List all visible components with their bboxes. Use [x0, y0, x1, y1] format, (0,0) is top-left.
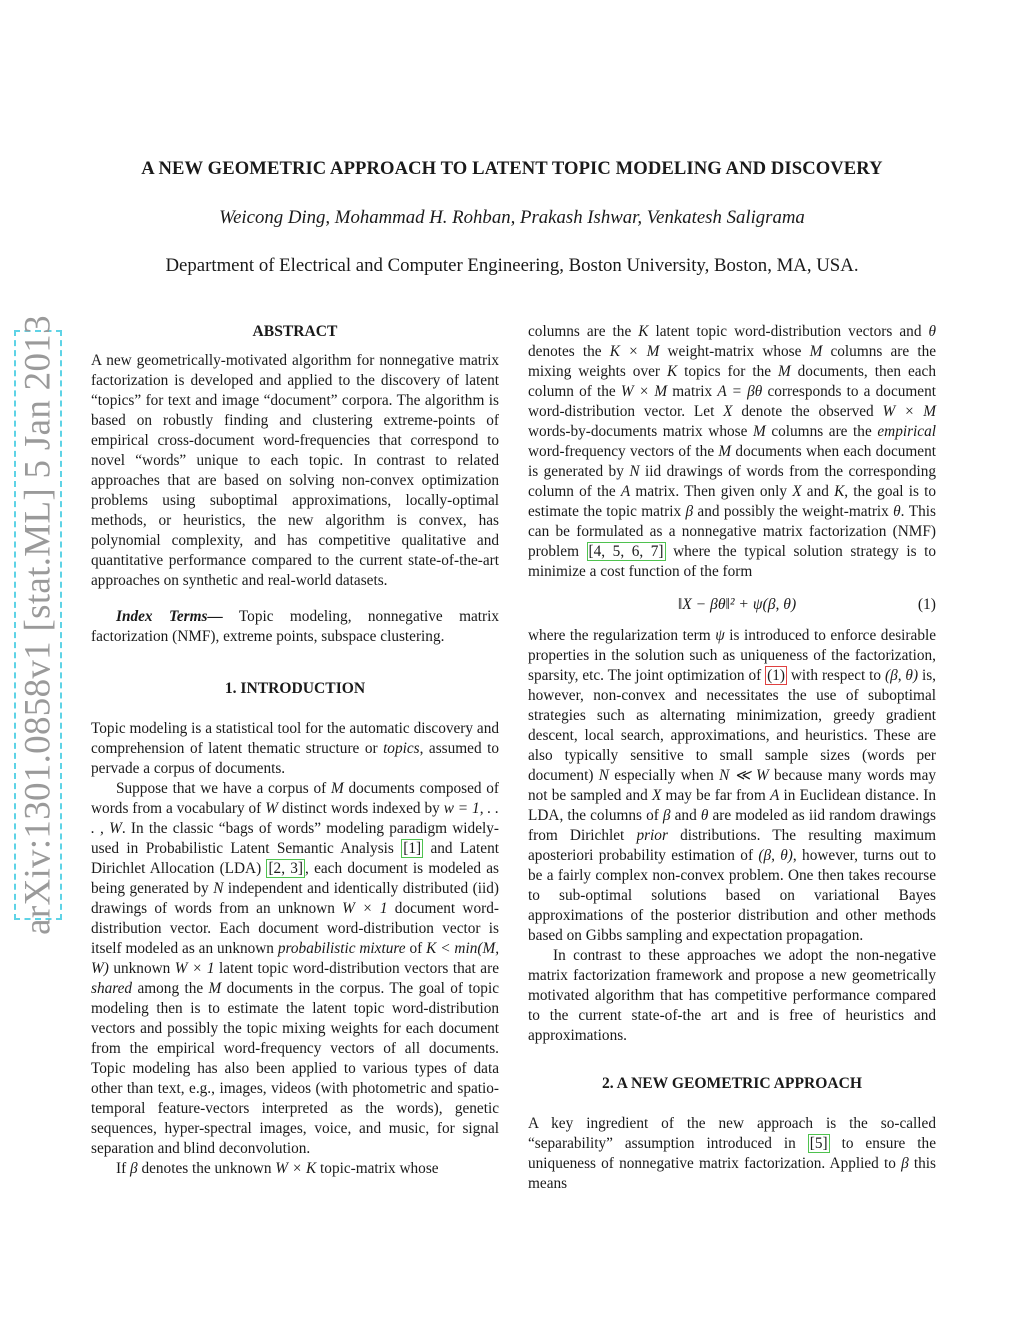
intro-paragraph-2: Suppose that we have a corpus of M documents composed of words from a vocabulary of W distinct words indexed by w = 1, . . . , W. In the classic “bags of words” modeling paradigm widely-used in Probabilistic Latent Semantic Analysis [1] and Latent Dirichlet Allocation (LDA) [2, 3] , each document is modeled as being generated by N independent and identically distributed (iid) drawings of words from an unknown W × 1 document word-distribution vector. Each document word-distribution vector is itself modeled as an unknown probabilistic mixture of K < min(M, W) unknown W × 1 latent topic word-distribution vectors that are shared among the M documents in the corpus. The goal of topic modeling then is to estimate the latent topic word-distribution vectors and possibly the topic mixing weights for each document from the empirical word-frequency vectors of all documents. Topic modeling has also been applied to various types of data other than text, e.g., images, videos (with photometric and spatio-temporal feature-vectors interpreted as the words), genetic sequences, hyper-spectral images, voice, and music, for signal separation and blind deconvolution. [91, 780, 500, 1157]
right-paragraph-1: columns are the K latent topic word-distribution vectors and θ denotes the K × M weight-matrix whose M columns are the mixing weights over K topics for the M documents, then each column of the W × M matrix A = βθ corresponds to a document word-distribution vector. Let X denote the observed W × M words-by-documents matrix whose M columns are the empirical word-frequency vectors of the M documents when each document is generated by N iid drawings of words from the corresponding column of the A matrix. Then given only X and K, the goal is to estimate the topic matrix β and possibly the weight-matrix θ. This can be formulated as a nonnegative matrix factorization (NMF) problem [4, 5, 6, 7] where the typical solution strategy is to minimize a cost function of the form [528, 323, 937, 580]
right-paragraph-3: In contrast to these approaches we adopt the non-negative matrix factorization framework and propose a new geometrically motivated algorithm that has competitive performance compared to the current state-of-the art and is free of heuristics and approximations. [528, 947, 936, 1044]
intro-paragraph-3: If β denotes the unknown W × K topic-matrix whose [116, 1160, 439, 1177]
right-column [528, 322, 936, 1194]
equation-reference-link[interactable]: (1) [767, 667, 785, 684]
index-terms [91, 607, 499, 647]
right-paragraph-4: A key ingredient of the new approach is the so-called “separability” assumption introduced in [5] to ensure the uniqueness of nonnegative matrix factorization. Applied to β this means [528, 1115, 936, 1192]
arxiv-identifier: arXiv:1301.0858v1 [stat.ML] 5 Jan 2013 [17, 315, 59, 935]
intro-paragraph-1: Topic modeling is a statistical tool for the automatic discovery and comprehension of latent thematic structure or topics, assumed to pervade a corpus of documents. [91, 720, 499, 777]
abstract-text: A new geometrically-motivated algorithm for nonnegative matrix factorization is developed and applied to the discovery of latent “topics” for text and image “document” corpora. The algorithm is based on robustly finding and clustering extreme-points of empirical cross-document word-frequencies that correspond to novel “words” unique to each topic. In contrast to related approaches that are based on solving non-convex optimization problems using suboptimal approximations, locally-optimal methods, or heuristics, the new algorithm is convex, has polynomial complexity, and has competitive qualitative and quantitative performance compared to the current state-of-the-art approaches on synthetic and real-world datasets. [91, 352, 499, 589]
paper-title: A NEW GEOMETRIC APPROACH TO LATENT TOPIC MODELING AND DISCOVERY [141, 158, 883, 179]
abstract-heading: ABSTRACT [252, 323, 338, 340]
citation-link[interactable]: [2, 3] [268, 860, 304, 877]
citation-link[interactable]: [5] [809, 1135, 828, 1152]
left-column [91, 322, 499, 1179]
equation-expression: ‖X − βθ‖² + ψ(β, θ) [677, 596, 797, 613]
citation-link[interactable]: [1] [403, 840, 422, 857]
citation-link[interactable]: [4, 5, 6, 7] [588, 543, 664, 560]
introduction-heading: 1. INTRODUCTION [224, 680, 366, 697]
index-terms-label: Index Terms— [116, 608, 223, 625]
right-paragraph-2: where the regularization term ψ is introduced to enforce desirable properties in the solution such as uniqueness of the factorization, sparsity, etc. The joint optimization of (1) with respect to (β, θ) is, however, non-convex and necessitates the use of suboptimal strategies such as alternating minimization, greedy gradient descent, local search, approximations, and heuristics. These are also typically sensitive to small sample sizes (words per document) N especially when N ≪ W because many words may not be sampled and X may be far from A in Euclidean distance. In LDA, the columns of β and θ are modeled as iid random drawings from Dirichlet prior distributions. The resulting maximum aposteriori probability estimation of (β, θ), however, turns out to be a fairly complex non-convex problem. One then takes recourse to sub-optimal solutions based on variational Bayes approximations of the posterior distribution and other methods based on Gibbs sampling and expectation propagation. [528, 627, 937, 944]
arxiv-sidebar-stamp [14, 315, 62, 935]
paper-affiliation: Department of Electrical and Computer Engineering, Boston University, Boston, MA, USA. [165, 255, 859, 276]
index-terms-text: Topic modeling, nonnegative matrix factorization (NMF), extreme points, subspace clustering. [91, 608, 499, 645]
paper-authors: Weicong Ding, Mohammad H. Rohban, Prakash Ishwar, Venkatesh Saligrama [219, 207, 805, 228]
equation-1 [528, 590, 936, 620]
equation-number: (1) [917, 596, 936, 613]
section-2-heading: 2. A NEW GEOMETRIC APPROACH [601, 1075, 863, 1092]
